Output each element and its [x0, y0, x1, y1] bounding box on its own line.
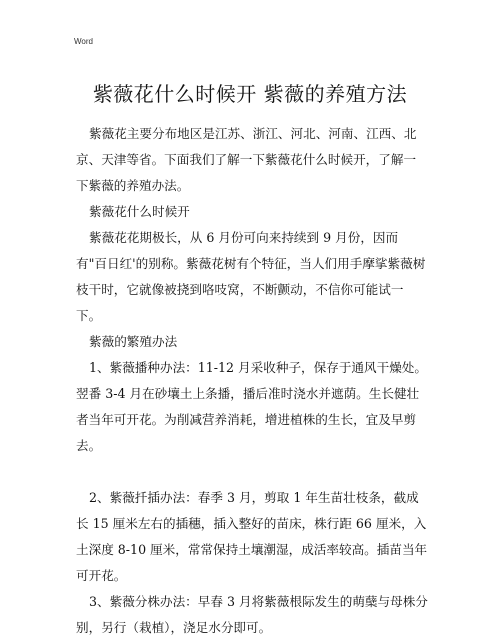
section-heading-propagation: 紫薇的繁殖办法: [89, 334, 178, 349]
app-label: Word: [74, 37, 93, 46]
method-cutting-paragraph: 2、紫薇扦插办法：春季 3 月，剪取 1 年生苗壮枝条，截成长 15 厘米左右的插穗，插入整好的苗床，株行距 66 厘米，入土深度 8-10 厘米，常常保持土壤潮湿，成活率较高。插苗当年可开花。: [76, 490, 428, 583]
blank-line: [76, 459, 428, 485]
method-seeding-paragraph: 1、紫薇播种办法：11-12 月采收种子，保存于通风干燥处。翌番 3-4 月在砂壤土上条播，播后准时浇水并遮荫。生长健壮者当年可开花。为削减营养消耗，增进植株的生长，宜及早剪去。: [76, 360, 427, 453]
intro-paragraph: 紫薇花主要分布地区是江苏、浙江、河北、河南、江西、北京、天津等省。下面我们了解一下紫薇花什么时候开，了解一下紫薇的养殖办法。: [76, 126, 417, 193]
section-heading-bloom-time: 紫薇花什么时候开: [89, 204, 190, 219]
method-division-paragraph: 3、紫薇分株办法：早春 3 月将紫薇根际发生的萌蘖与母株分别，另行（栽植），浇足水分即可。: [76, 594, 428, 635]
document-body: [76, 121, 428, 641]
document-title: 紫薇花什么时候开 紫薇的养殖方法: [92, 82, 408, 106]
bloom-time-paragraph: 紫薇花花期极长，从 6 月份可向来持续到 9 月份，因而有"百日红'的别称。紫薇花树有个特征，当人们用手摩挲紫薇树枝干时，它就像被挠到咯吱窝，不断颤动，不信你可能试一下。: [76, 230, 426, 323]
